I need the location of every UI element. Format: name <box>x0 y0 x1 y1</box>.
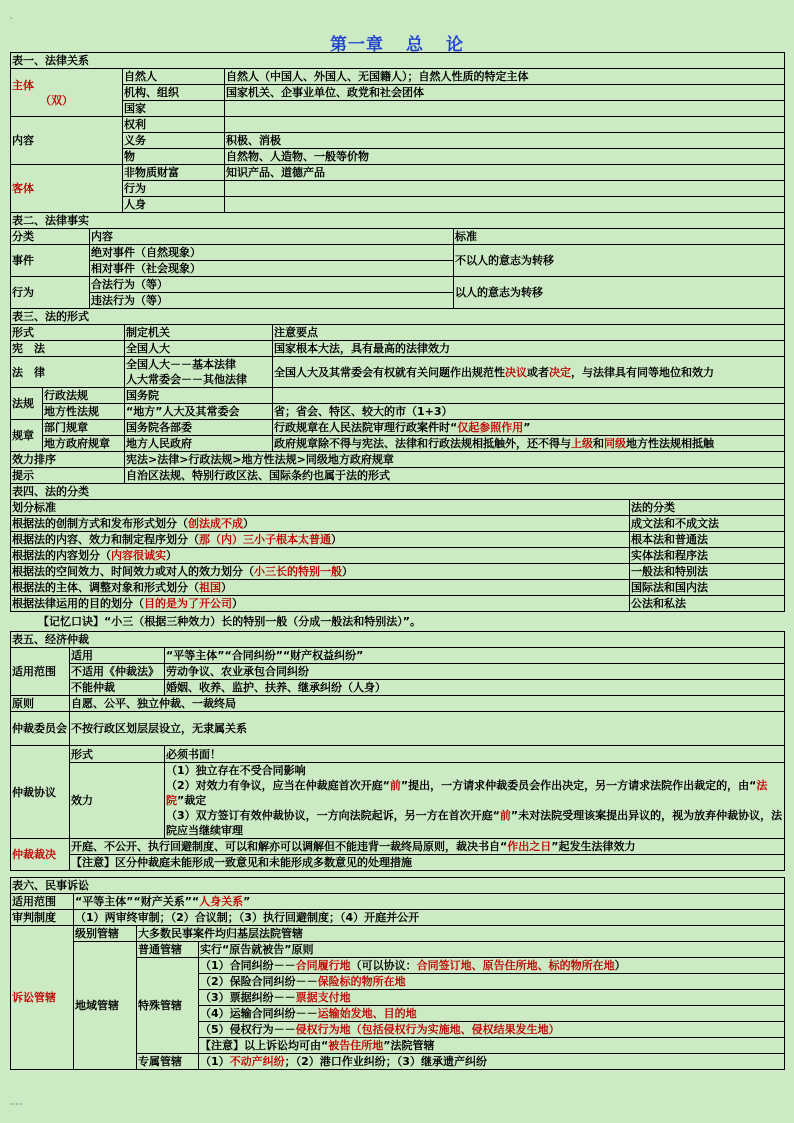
table-cell: 成文法和不成文法 <box>630 516 785 532</box>
table-cell: 行政法规 <box>43 388 125 404</box>
table-cell: “平等主体”“合同纠纷”“财产权益纠纷” <box>165 648 785 664</box>
table-cell: “地方”人大及其常委会 <box>125 404 273 420</box>
table-cell: 根据法律运用的目的划分（目的是为了开公司） <box>11 596 630 612</box>
table-cell: 特殊管辖 <box>137 958 199 1054</box>
content-cell: 内容 <box>11 117 123 165</box>
table-cell: 以人的意志为转移 <box>454 277 785 309</box>
table-cell <box>225 117 785 133</box>
table-cell: 仲裁协议 <box>11 746 70 839</box>
table-cell: 根据法的内容、效力和制定程序划分（那（内）三小子根本太普通） <box>11 532 630 548</box>
table-cell: 自然人 <box>123 69 225 85</box>
table-cell: 违法行为（等） <box>90 293 454 309</box>
page-bottom-mark: ····· <box>10 1100 23 1109</box>
table-cell: （4）运输合同纠纷－－运输始发地、目的地 <box>199 1006 785 1022</box>
table-cell: 适用范围 <box>11 648 70 696</box>
section-header: 表四、法的分类 <box>11 484 785 500</box>
table-cell: 效力 <box>70 763 165 839</box>
table-cell: 地方人民政府 <box>125 436 273 452</box>
table-cell: 普通管辖 <box>137 942 199 958</box>
table-cell: 劳动争议、农业承包合同纠纷 <box>165 664 785 680</box>
table-cell: 非物质财富 <box>123 165 225 181</box>
table-cell <box>273 388 785 404</box>
table-cell: 审判制度 <box>11 910 74 926</box>
table-cell: 宪法>法律>行政法规>地方性法规>同级地方政府规章 <box>125 452 785 468</box>
table-cell: 全国人大－－基本法律 人大常委会－－其他法律 <box>125 357 273 388</box>
table-cell: 公法和私法 <box>630 596 785 612</box>
table-cell: 国际法和国内法 <box>630 580 785 596</box>
table-cell: （2）保险合同纠纷－－保险标的物所在地 <box>199 974 785 990</box>
table-cell: 国务院 <box>125 388 273 404</box>
table-cell: 不能仲裁 <box>70 680 165 696</box>
table-cell: 国家根本大法，具有最高的法律效力 <box>273 341 785 357</box>
table-cell: 仲裁委员会 <box>11 712 70 746</box>
object-cell: 客体 <box>11 165 123 213</box>
table-cell: 全国人大及其常委会有权就有关问题作出规范性决议或者决定，与法律具有同等地位和效力 <box>273 357 785 388</box>
section-header: 表一、法律关系 <box>11 53 785 69</box>
table-law-classification <box>10 483 785 612</box>
table-cell: 知识产品、道德产品 <box>225 165 785 181</box>
table-cell: 根据法的主体、调整对象和形式划分（祖国） <box>11 580 630 596</box>
table-cell: 不按行政区划层层设立，无隶属关系 <box>70 712 785 746</box>
table-cell: 根据法的内容划分（内容很诚实） <box>11 548 630 564</box>
memory-tip: 【记忆口诀】“小三（根据三种效力）长的特别一般（分成一般法和特别法）”。 <box>38 615 421 628</box>
table-cell: 政府规章除不得与宪法、法律和行政法规相抵触外，还不得与上级和同级地方性法规相抵触 <box>273 436 785 452</box>
table-cell: 国家 <box>123 101 225 117</box>
table-cell: 宪 法 <box>11 341 125 357</box>
table-cell: 物 <box>123 149 225 165</box>
table-cell: 自治区法规、特别行政区法、国际条约也属于法的形式 <box>125 468 785 484</box>
table-cell: 不以人的意志为转移 <box>454 245 785 277</box>
table-cell: 开庭、不公开、执行回避制度、可以和解亦可以调解但不能违背一裁终局原则，裁决书自“作出之日”起发生法律效力 <box>70 839 785 855</box>
table-cell: 规章 <box>11 420 43 452</box>
section-header: 表三、法的形式 <box>11 309 785 325</box>
table-cell: “平等主体”“财产关系”“人身关系” <box>74 894 785 910</box>
table-cell: 事件 <box>11 245 90 277</box>
table-cell: 部门规章 <box>43 420 125 436</box>
table-cell: 不适用《仲裁法》 <box>70 664 165 680</box>
table-cell: （1）不动产纠纷；（2）港口作业纠纷；（3）继承遗产纠纷 <box>199 1054 785 1070</box>
table-cell: 义务 <box>123 133 225 149</box>
table-cell: 人身 <box>123 197 225 213</box>
table-cell: 根据法的空间效力、时间效力或对人的效力划分（小三长的特别一般） <box>11 564 630 580</box>
table-header: 形式 <box>11 325 125 341</box>
table-cell: 形式 <box>70 746 165 763</box>
table-cell: 积极、消极 <box>225 133 785 149</box>
section-header: 表二、法律事实 <box>11 213 785 229</box>
page-top-mark: · <box>10 14 13 23</box>
table-cell: 提示 <box>11 468 125 484</box>
table-cell <box>225 181 785 197</box>
table-cell: 行为 <box>11 277 90 309</box>
subject-cell: 主体 （双） <box>11 69 123 117</box>
table-civil-litigation <box>10 877 785 1070</box>
table-law-forms <box>10 308 785 484</box>
table-cell: 地方性法规 <box>43 404 125 420</box>
table-cell: 级别管辖 <box>74 926 137 942</box>
table-cell: 仲裁裁决 <box>11 839 70 871</box>
table-cell: （1）合同纠纷－－合同履行地（可以协议：合同签订地、原告住所地、标的物所在地） <box>199 958 785 974</box>
table-cell: 全国人大 <box>125 341 273 357</box>
table-cell: 专属管辖 <box>137 1054 199 1070</box>
table-cell: 自然物、人造物、一般等价物 <box>225 149 785 165</box>
table-cell: 【注意】区分仲裁庭未能形成一致意见和未能形成多数意见的处理措施 <box>70 855 785 871</box>
table-cell: 实行“原告就被告”原则 <box>199 942 785 958</box>
table-cell: 原则 <box>11 696 70 712</box>
table-cell: 婚姻、收养、监护、扶养、继承纠纷（人身） <box>165 680 785 696</box>
table-cell: 行为 <box>123 181 225 197</box>
table-cell: 权利 <box>123 117 225 133</box>
table-cell: 适用 <box>70 648 165 664</box>
table-header: 法的分类 <box>630 500 785 516</box>
table-arbitration <box>10 631 785 871</box>
table-cell: 法 律 <box>11 357 125 388</box>
table-cell: 合法行为（等） <box>90 277 454 293</box>
table-cell: 国家机关、企事业单位、政党和社会团体 <box>225 85 785 101</box>
table-header: 分类 <box>11 229 90 245</box>
table-cell: 实体法和程序法 <box>630 548 785 564</box>
table-legal-relation <box>10 52 785 213</box>
table-cell: 国务院各部委 <box>125 420 273 436</box>
effect-detail: （1）独立存在不受合同影响 （2）对效力有争议，应当在仲裁庭首次开庭“前”提出，一方请求仲裁委员会作出决定，另一方请求法院作出裁定的，由“法院”裁定 （3）双方签订有效仲裁协议，一方向法院起诉，另一方在首次开庭“前”未对法院受理该案提出异议的，视为放弃仲裁协议，法院应当继续审理 <box>165 763 785 839</box>
table-cell: 地方政府规章 <box>43 436 125 452</box>
table-header: 划分标准 <box>11 500 630 516</box>
table-cell: 诉讼管辖 <box>11 926 74 1070</box>
section-header: 表六、民事诉讼 <box>11 878 785 894</box>
table-header: 注意要点 <box>273 325 785 341</box>
table-cell: 适用范围 <box>11 894 74 910</box>
table-cell: 【注意】以上诉讼均可由“被告住所地”法院管辖 <box>199 1038 785 1054</box>
table-cell: 自然人（中国人、外国人、无国籍人）；自然人性质的特定主体 <box>225 69 785 85</box>
table-cell: 根本法和普通法 <box>630 532 785 548</box>
table-cell: 一般法和特别法 <box>630 564 785 580</box>
table-cell: （5）侵权行为－－侵权行为地（包括侵权行为实施地、侵权结果发生地） <box>199 1022 785 1038</box>
table-cell <box>225 101 785 117</box>
table-cell: 行政规章在人民法院审理行政案件时“仅起参照作用” <box>273 420 785 436</box>
table-cell: 法规 <box>11 388 43 420</box>
table-header: 标准 <box>454 229 785 245</box>
table-legal-fact <box>10 212 785 309</box>
table-header: 制定机关 <box>125 325 273 341</box>
table-cell <box>225 197 785 213</box>
table-cell: 省；省会、特区、较大的市（1+3） <box>273 404 785 420</box>
section-header: 表五、经济仲裁 <box>11 632 785 648</box>
table-cell: 大多数民事案件均归基层法院管辖 <box>137 926 785 942</box>
table-cell: 效力排序 <box>11 452 125 468</box>
table-cell: （3）票据纠纷－－票据支付地 <box>199 990 785 1006</box>
table-cell: 自愿、公平、独立仲裁、一裁终局 <box>70 696 785 712</box>
table-cell: 机构、组织 <box>123 85 225 101</box>
table-header: 内容 <box>90 229 454 245</box>
document-body <box>10 52 784 1070</box>
table-cell: 地域管辖 <box>74 942 137 1070</box>
chapter-title: 第一章 总 论 <box>330 35 464 55</box>
table-cell: 根据法的创制方式和发布形式划分（创法成不成） <box>11 516 630 532</box>
table-cell: 绝对事件（自然现象） <box>90 245 454 261</box>
table-cell: （1）两审终审制；（2）合议制；（3）执行回避制度；（4）开庭并公开 <box>74 910 785 926</box>
table-cell: 必须书面！ <box>165 746 785 763</box>
table-cell: 相对事件（社会现象） <box>90 261 454 277</box>
